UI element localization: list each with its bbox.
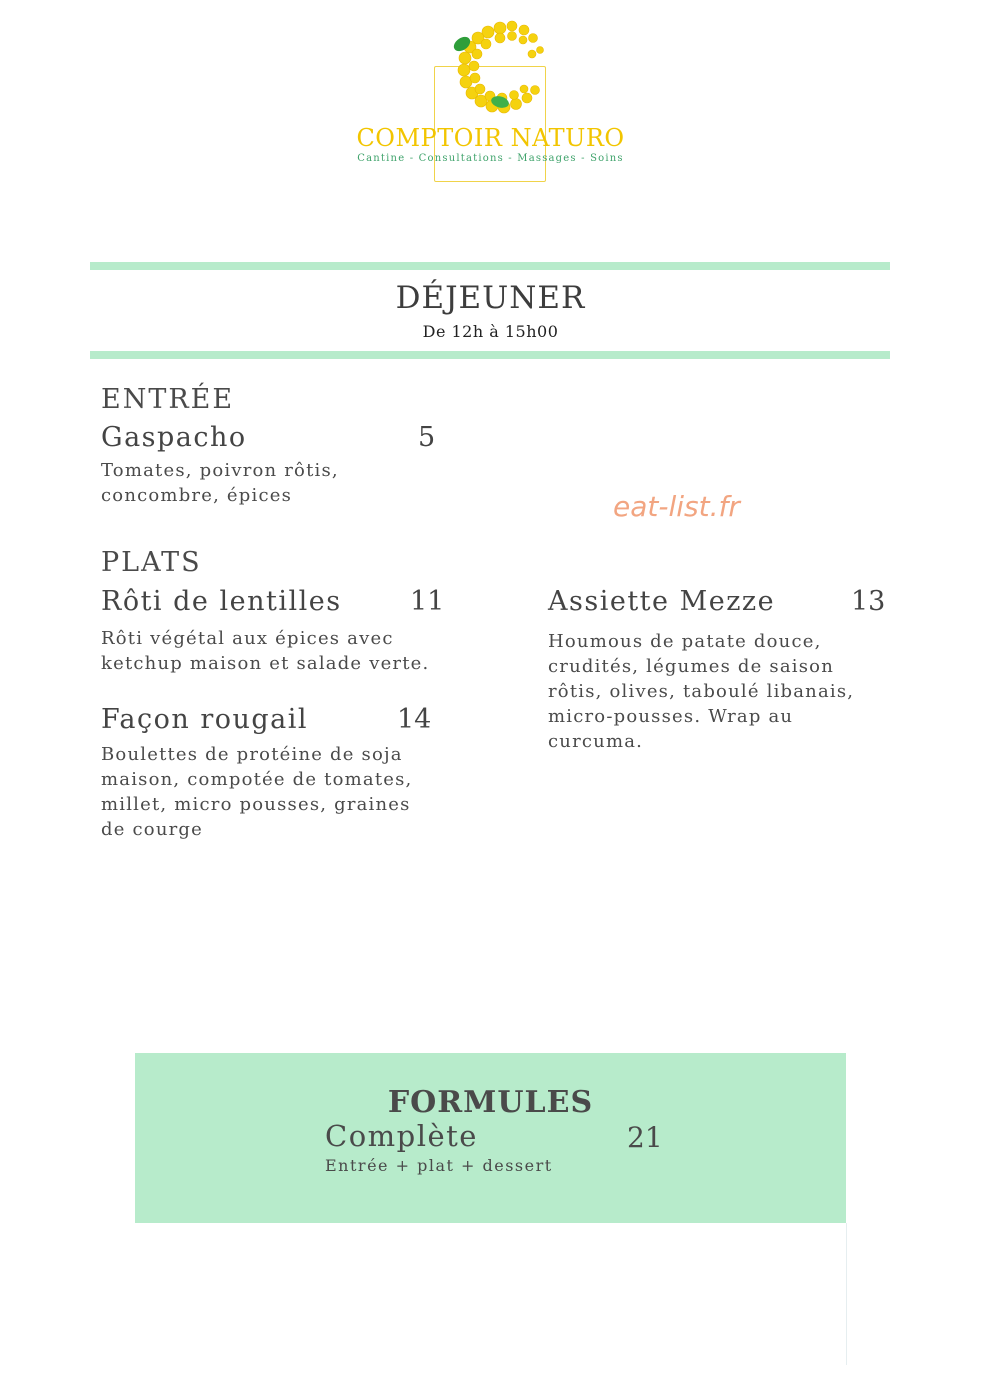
section-heading-formules: FORMULES: [387, 1085, 594, 1120]
section-heading-plats: PLATS: [101, 547, 202, 578]
item-name-mezze: Assiette Mezze: [548, 586, 776, 617]
watermark: eat-list.fr: [613, 490, 740, 523]
item-name-roti: Rôti de lentilles: [101, 586, 342, 617]
item-name-rougail: Façon rougail: [101, 704, 309, 735]
formule-price-complete: 21: [627, 1121, 663, 1154]
section-heading-entree: ENTRÉE: [101, 384, 235, 415]
item-desc-gaspacho: Tomates, poivron rôtis, concombre, épices: [101, 460, 339, 506]
item-price-mezze: 13: [851, 586, 886, 617]
item-desc-mezze: Houmous de patate douce, crudités, légumes de saison rôtis, olives, taboulé libanais, micro-pousses. Wrap au curcuma.: [548, 631, 855, 752]
header-rule-top: [90, 262, 890, 270]
formule-name-complete: Complète: [325, 1119, 478, 1153]
brand-name: COMPTOIR NATURO: [356, 124, 625, 152]
brand-tagline: Cantine - Consultations - Massages - Soins: [357, 153, 624, 164]
item-price-gaspacho: 5: [418, 422, 436, 453]
item-desc-roti: Rôti végétal aux épices avec ketchup maison et salade verte.: [101, 628, 430, 674]
header-rule-bottom: [90, 351, 890, 359]
divider-line: [846, 1223, 847, 1365]
item-price-rougail: 14: [397, 704, 432, 735]
item-desc-rougail: Boulettes de protéine de soja maison, compotée de tomates, millet, micro pousses, graines de courge: [101, 744, 413, 840]
formules-box: [135, 1053, 846, 1223]
menu-hours: De 12h à 15h00: [422, 322, 559, 341]
menu-title: DÉJEUNER: [395, 280, 586, 316]
logo-c-icon: [440, 14, 550, 124]
item-price-roti: 11: [410, 586, 445, 617]
formule-desc-complete: Entrée + plat + dessert: [325, 1156, 553, 1175]
item-name-gaspacho: Gaspacho: [101, 422, 247, 453]
